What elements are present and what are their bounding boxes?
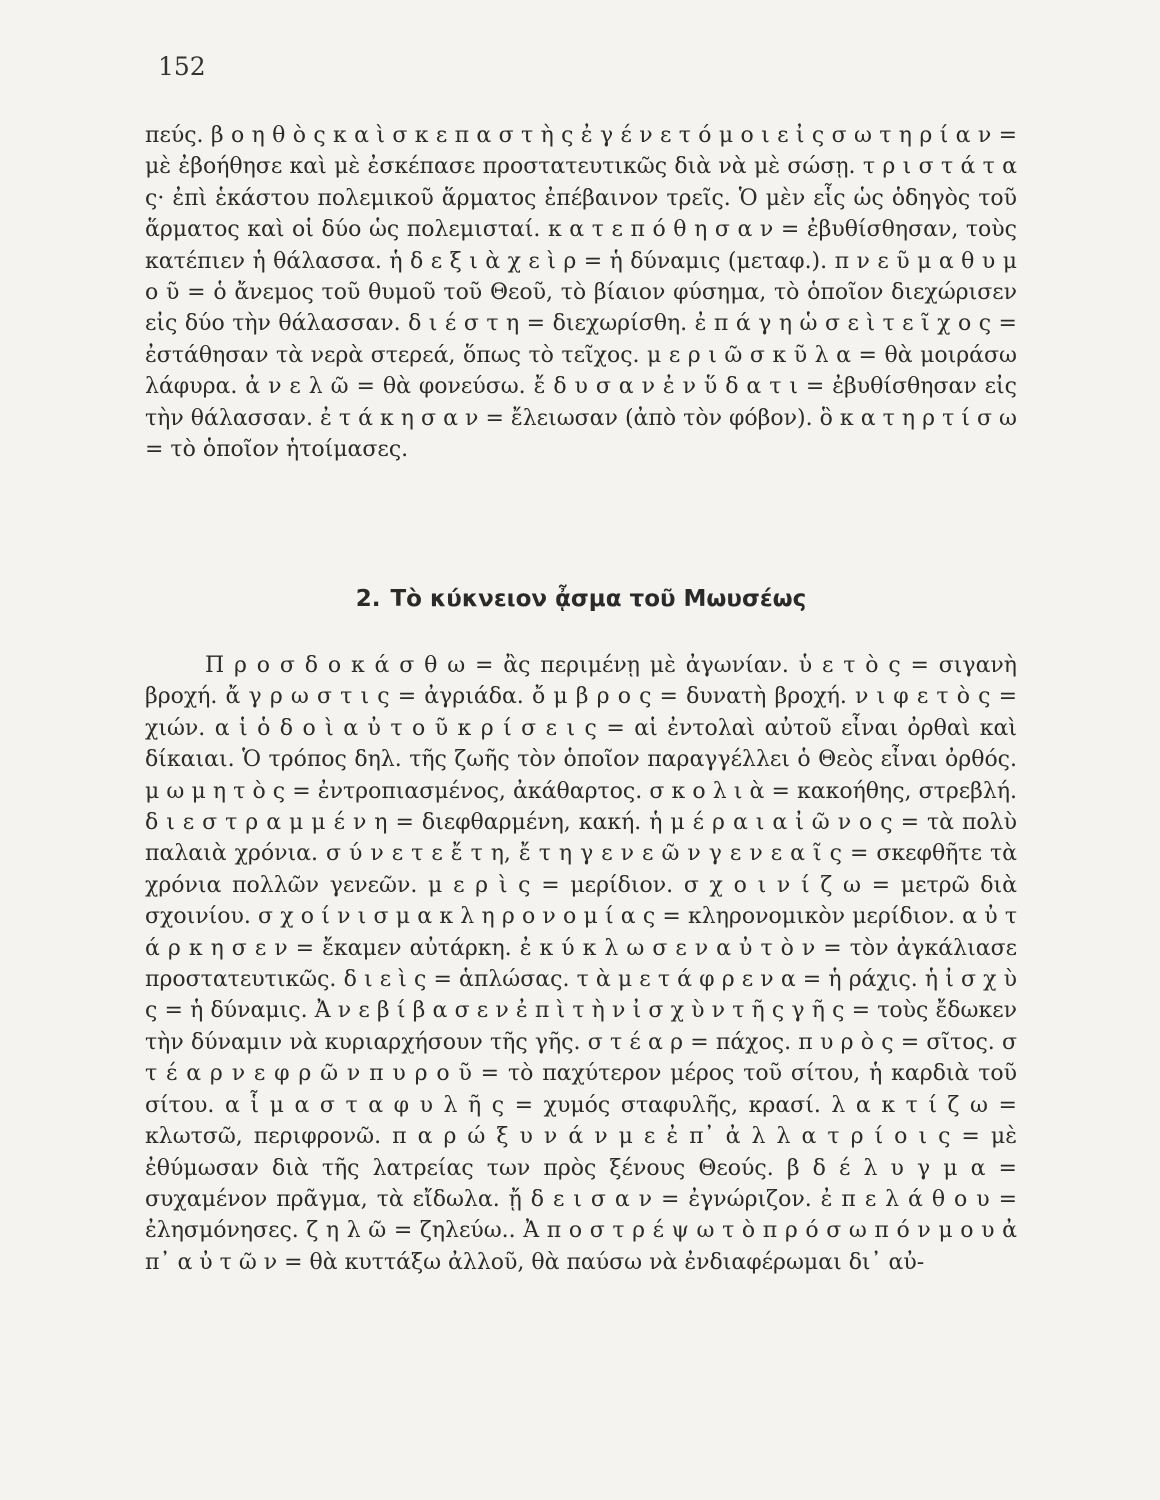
glossary-paragraph-2: Π ρ ο σ δ ο κ ά σ θ ω = ἂς περιμένῃ μὲ ἀγωνίαν. ὑ ε τ ὸ ς = σιγανὴ βροχή. ἄ γ ρ ω σ τ ι ς = ἀγριάδα. ὄ μ β ρ ο ς = δυνατὴ βροχή. ν ι φ ε τ ὸ ς = χιών. α ἱ ὁ δ ο ὶ α ὐ τ ο ῦ κ ρ ί σ ε ι ς = αἱ ἐντολαὶ αὐτοῦ εἶναι ὀρθαὶ καὶ δίκαιαι. Ὁ τρόπος δηλ. τῆς ζωῆς τὸν ὁποῖον παραγγέλλει ὁ Θεὸς εἶναι ὀρθός. μ ω μ η τ ὸ ς = ἐντροπιασμένος, ἀκάθαρτος. σ κ ο λ ι ὰ = κακοήθης, στρεβλή. δ ι ε σ τ ρ α μ μ έ ν η = διεφθαρμένη, κακή. ἡ μ έ ρ α ι α ἰ ῶ ν ο ς = τὰ πολὺ παλαιὰ χρόνια. σ ύ ν ε τ ε ἔ τ η, ἔ τ η γ ε ν ε ῶ ν γ ε ν ε α ῖ ς = σκεφθῆτε τὰ χρόνια πολλῶν γενεῶν. μ ε ρ ὶ ς = μερίδιον. σ χ ο ι ν ί ζ ω = μετρῶ διὰ σχοινίου. σ χ ο ί ν ι σ μ α κ λ η ρ ο ν ο μ ί α ς = κληρονομικὸν μερίδιον. α ὐ τ ά ρ κ η σ ε ν = ἔκαμεν αὐτάρκη. ἐ κ ύ κ λ ω σ ε ν α ὐ τ ὸ ν = τὸν ἀγκάλιασε προστατευτικῶς. δ ι ε ὶ ς = ἁπλώσας. τ ὰ μ ε τ ά φ ρ ε ν α = ἡ ράχις. ἡ ἰ σ χ ὺ ς = ἡ δύναμις. Ἀ ν ε β ί β α σ ε ν ἐ π ὶ τ ὴ ν ἰ σ χ ὺ ν τ ῆ ς γ ῆ ς = τοὺς ἔδωκεν τὴν δύναμιν νὰ κυριαρχήσουν τῆς γῆς. σ τ έ α ρ = πάχος. π υ ρ ὸ ς = σῖτος. σ τ έ α ρ ν ε φ ρ ῶ ν π υ ρ ο ῦ = τὸ παχύτερον μέρος τοῦ σίτου, ἡ καρδιὰ τοῦ σίτου. α ἷ μ α σ τ α φ υ λ ῆ ς = χυμός σταφυλῆς, κρασί. λ α κ τ ί ζ ω = κλωτσῶ, περιφρονῶ. π α ρ ώ ξ υ ν ά ν μ ε ἐ π᾽ ἀ λ λ α τ ρ ί ο ι ς = μὲ ἐθύμωσαν διὰ τῆς λατρείας των πρὸς ξένους Θεούς. β δ έ λ υ γ μ α = συχαμένον πρᾶγμα, τὰ εἴδωλα. ᾔ δ ε ι σ α ν = ἐγνώριζον. ἐ π ε λ ά θ ο υ = ἐλησμόνησες. ζ η λ ῶ = ζηλεύω.. Ἀ π ο σ τ ρ έ ψ ω τ ὸ π ρ ό σ ω π ό ν μ ο υ ἀ π᾽ α ὐ τ ῶ ν = θὰ κυττάξω ἀλλοῦ, θὰ παύσω νὰ ἐνδιαφέρωμαι δι᾽ αὐ- <box>145 653 1017 1275</box>
section-title: Τὸ κύκνειον ᾆσμα τοῦ Μωυσέως <box>390 586 807 612</box>
glossary-paragraph-1: πεύς. β ο η θ ὸ ς κ α ὶ σ κ ε π α σ τ ὴ ς ἐ γ έ ν ε τ ό μ ο ι ε ἰ ς σ ω τ η ρ ί α ν = μὲ ἐβοήθησε καὶ μὲ ἐσκέπασε προστατευτικῶς διὰ νὰ μὲ σώσῃ. τ ρ ι σ τ ά τ α ς· ἐπὶ ἑκάστου πολεμικοῦ ἅρματος ἐπέβαινον τρεῖς. Ὁ μὲν εἷς ὡς ὁδηγὸς τοῦ ἅρματος καὶ οἱ δύο ὡς πολεμισταί. κ α τ ε π ό θ η σ α ν = ἐβυθίσθησαν, τοὺς κατέπιεν ἡ θάλασσα. ἡ δ ε ξ ι ὰ χ ε ὶ ρ = ἡ δύναμις (μεταφ.). π ν ε ῦ μ α θ υ μ ο ῦ = ὁ ἄνεμος τοῦ θυμοῦ τοῦ Θεοῦ, τὸ βίαιον φύσημα, τὸ ὁποῖον διεχώρισεν εἰς δύο τὴν θάλασσαν. δ ι έ σ τ η = διεχωρίσθη. ἐ π ά γ η ὡ σ ε ὶ τ ε ῖ χ ο ς = ἐστάθησαν τὰ νερὰ στερεά, ὅπως τὸ τεῖχος. μ ε ρ ι ῶ σ κ ῦ λ α = θὰ μοιράσω λάφυρα. ἀ ν ε λ ῶ = θὰ φονεύσω. ἔ δ υ σ α ν ἐ ν ὕ δ α τ ι = ἐβυθίσθησαν εἰς τὴν θάλασσαν. ἐ τ ά κ η σ α ν = ἔλειωσαν (ἀπὸ τὸν φόβον). ὃ κ α τ η ρ τ ί σ ω = τὸ ὁποῖον ἡτοίμασες. <box>145 123 1017 463</box>
page-number: 152 <box>158 52 206 81</box>
section-heading <box>145 586 1017 612</box>
section-number: 2. <box>355 586 381 612</box>
